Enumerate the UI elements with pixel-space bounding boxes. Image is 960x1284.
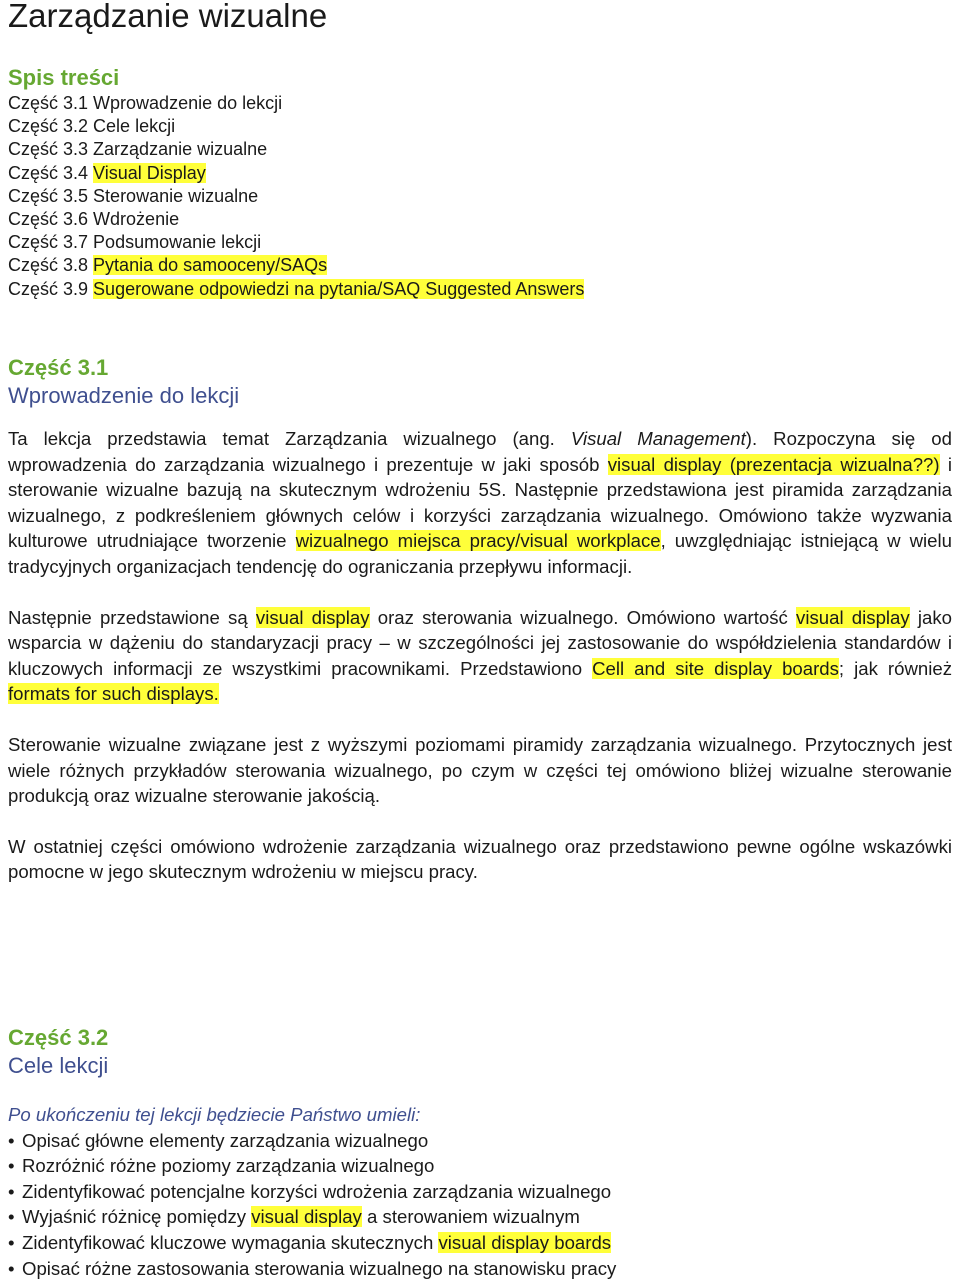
text-run: Zidentyfikować potencjalne korzyści wdrożenia zarządzania wizualnego (22, 1180, 612, 1202)
toc-item[interactable] (8, 231, 584, 254)
section-name: Cele lekcji (8, 1053, 109, 1078)
paragraph: Sterowanie wizualne związane jest z wyższymi poziomami piramidy zarządzania wizualnego. Przytocznych jest wiele różnych przykładów sterowania wizualnego, po czym w części tej omówiono bliżej wizualne sterowanie produkcją oraz wizualne sterowanie jakością. (8, 733, 952, 807)
highlighted-text: visual display (796, 606, 910, 628)
toc-item[interactable] (8, 208, 584, 231)
highlighted-text: visual display (251, 1206, 362, 1228)
toc-item[interactable] (8, 185, 584, 208)
toc-item-label: Pytania do samooceny/SAQs (93, 255, 328, 276)
toc-item-number: Część 3.5 (8, 185, 94, 206)
highlighted-text: visual display boards (438, 1231, 612, 1253)
text-run: Wyjaśnić różnicę pomiędzy (22, 1206, 252, 1228)
bullet-icon: • (8, 1180, 15, 1202)
text-run: jako wsparcia w dążeniu do standaryzacji pracy – w szczególności jej zastosowanie do współdzielenia standardów i kluczowych informacji ze wszystkimi pracownikami. Przedstawiono (8, 606, 953, 679)
toc-item-number: Część 3.9 (8, 278, 94, 299)
toc-item-number: Część 3.1 (8, 93, 94, 113)
highlighted-text: Cell and site display boards (592, 657, 839, 679)
bullet-icon: • (8, 1257, 15, 1279)
toc-item-label: Sugerowane odpowiedzi na pytania/SAQ Suggested Answers (93, 278, 585, 299)
text-run: Zidentyfikować kluczowe wymagania skutecznych (22, 1231, 439, 1253)
text-run-italic: Visual Management (570, 428, 746, 449)
document-title: Zarządzanie wizualne (8, 0, 328, 34)
toc-item-number: Część 3.2 (8, 116, 94, 137)
toc-item[interactable] (8, 92, 584, 115)
toc-item-number: Część 3.4 (8, 162, 94, 183)
section-3-1 (8, 354, 952, 885)
text-run: a sterowaniem wizualnym (361, 1206, 580, 1228)
toc-item-number: Część 3.6 (8, 209, 94, 230)
objectives-list (8, 1128, 952, 1282)
toc-item[interactable] (8, 138, 584, 161)
toc-item-label: Podsumowanie lekcji (93, 232, 262, 253)
toc-item[interactable] (8, 162, 584, 185)
toc-item[interactable] (8, 254, 584, 277)
toc-item-label: Sterowanie wizualne (93, 185, 259, 206)
bullet-icon: • (8, 1155, 15, 1177)
list-item (8, 1128, 952, 1154)
list-item (8, 1153, 952, 1179)
section-number: Część 3.2 (8, 1025, 109, 1050)
objectives-intro: Po ukończeniu tej lekcji będziecie Państwo umieli: (8, 1104, 421, 1125)
toc-item-label: Wdrożenie (93, 209, 180, 230)
text-run: ). Rozpoczyna się od wprowadzenia do zarządzania wizualnego i prezentuje w jaki sposób (8, 428, 952, 475)
toc-item[interactable] (8, 115, 584, 138)
paragraph (8, 426, 952, 580)
bullet-icon: • (8, 1206, 15, 1228)
list-item (8, 1179, 952, 1205)
table-of-contents (8, 40, 584, 301)
highlighted-text: visual display (prezentacja wizualna??) (607, 453, 940, 475)
bullet-icon: • (8, 1129, 15, 1151)
highlighted-text: formats for such displays. (8, 683, 219, 705)
section-3-2 (8, 1024, 952, 1281)
paragraph (8, 605, 952, 707)
text-run: Rozróżnić różne poziomy zarządzania wizualnego (22, 1155, 435, 1177)
list-item (8, 1204, 952, 1230)
toc-list (8, 92, 584, 301)
toc-heading: Spis treści (8, 65, 120, 90)
highlighted-text: wizualnego miejsca pracy/visual workplace (295, 530, 661, 552)
text-run: ; jak również (838, 657, 952, 679)
toc-item-label: Zarządzanie wizualne (93, 139, 268, 160)
text-run: Ta lekcja przedstawia temat Zarządzania wizualnego (ang. (8, 428, 571, 449)
section-name: Wprowadzenie do lekcji (8, 383, 240, 408)
text-run: Opisać różne zastosowania sterowania wizualnego na stanowisku pracy (22, 1257, 617, 1279)
toc-item-label: Cele lekcji (93, 116, 176, 137)
toc-item[interactable] (8, 278, 584, 301)
text-run: Następnie przedstawione są (8, 606, 256, 628)
highlighted-text: visual display (255, 606, 370, 628)
toc-item-number: Część 3.8 (8, 255, 94, 276)
text-run: i sterowanie wizualne bazują na skutecznym wdrożeniu 5S. Następnie przedstawiona jest piramida zarządzania wizualnego, z podkreśleniem głównych celów i korzyści zarządzania wizualnego. Omówiono także wyzwania kulturowe utrudniające tworzenie (8, 453, 953, 552)
text-run: oraz sterowania wizualnego. Omówiono wartość (369, 606, 797, 628)
toc-item-label: Visual Display (93, 162, 206, 183)
bullet-icon: • (8, 1231, 15, 1253)
toc-item-number: Część 3.3 (8, 139, 94, 160)
section-number: Część 3.1 (8, 355, 109, 380)
paragraph: W ostatniej części omówiono wdrożenie zarządzania wizualnego oraz przedstawiono pewne ogólne wskazówki pomocne w jego skutecznym wdrożeniu w miejscu pracy. (8, 835, 952, 883)
list-item (8, 1230, 952, 1256)
toc-item-label: Wprowadzenie do lekcji (93, 93, 283, 113)
text-run: Opisać główne elementy zarządzania wizualnego (22, 1129, 429, 1151)
toc-item-number: Część 3.7 (8, 232, 94, 253)
text-run: , uwzględniając istniejącą w wielu tradycyjnych organizacjach tendencję do ograniczania przepływu informacji. (8, 530, 952, 577)
list-item (8, 1256, 952, 1282)
